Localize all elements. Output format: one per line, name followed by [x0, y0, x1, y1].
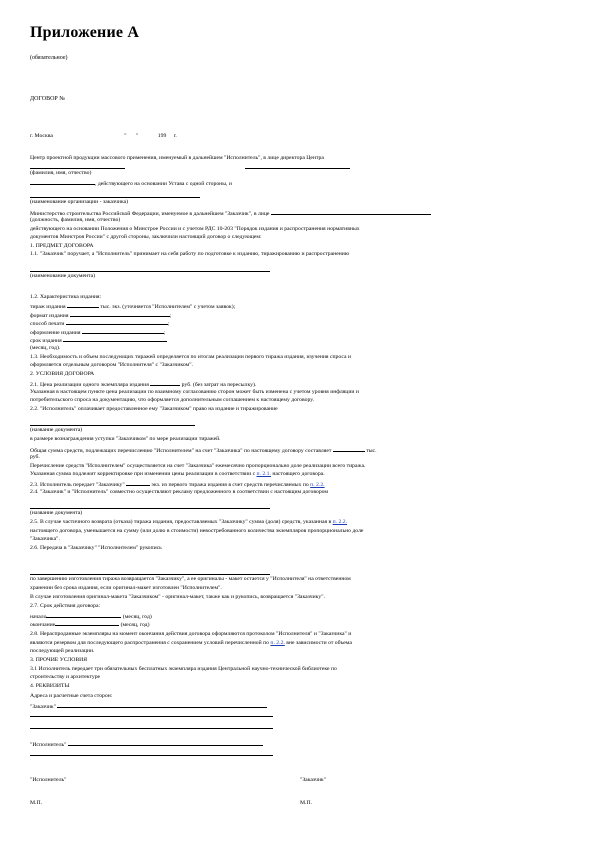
section-heading: 1. ПРЕДМЕТ ДОГОВОРА: [30, 243, 94, 249]
text-line: В случае изготовления оригинал-макета "Заказчиком" - оригинал-макет, также как и рукопись, возвращается "Заказчику".: [30, 594, 325, 600]
caption: (наименование документа): [30, 273, 96, 279]
caption: (название документа): [30, 427, 83, 433]
page-title: Приложение А: [30, 24, 140, 41]
blank-line: [245, 168, 350, 169]
blank-line: [30, 197, 200, 198]
section-heading: 4. РЕКВИЗИТЫ: [30, 683, 70, 689]
subtitle: (обязательное): [30, 55, 68, 61]
text-line: 1.1. "Заказчик" поручает, а "Исполнитель" принимает на себя работу по подготовке к изданию, тиражированию и распространению: [30, 251, 350, 257]
blank-line: [30, 716, 273, 717]
clause-link[interactable]: п. 2.2.: [332, 519, 348, 525]
quote-close: ": [136, 133, 139, 139]
text-line: хранении без срока издания, если оригинал-макет изготовлен "Исполнителем".: [30, 585, 222, 591]
text-line: последующей реализации.: [30, 648, 95, 654]
year: 199: [157, 133, 167, 139]
text-line: тираж издания тыс. экз. (уточняется "Исполнителем" с учетом заявок);: [30, 304, 236, 310]
text-line: строительству и архитектуре: [30, 674, 101, 680]
text-line: "Исполнитель": [30, 740, 263, 749]
caption: (наименование организации - заказчика): [30, 199, 129, 205]
text-line: 2.7. Срок действия договора:: [30, 603, 101, 609]
text-line: "Заказчик": [30, 702, 267, 711]
year-suffix: г.: [173, 133, 177, 139]
section-heading: 3. ПРОЧИЕ УСЛОВИЯ: [30, 657, 88, 663]
text-line: 2.2. "Исполнитель" оплачивает предоставленное ему "Заказчиком" право на издание и тиражирование: [30, 406, 278, 412]
text-line: в размере вознаграждения уступки "Заказчиком" по мере реализации тиражей.: [30, 436, 221, 442]
signature-executor: "Исполнитель": [30, 777, 67, 783]
blank-line: [30, 271, 270, 272]
contract-number: ДОГОВОР №: [30, 96, 65, 102]
text-line: Перечисление средств "Исполнителем" осуществляется на счет "Заказчика" ежемесячно пропорционально доле реализации всего тиража.: [30, 463, 366, 469]
caption: (фамилия, имя, отчество): [30, 170, 92, 176]
text-line: Центр проектной продукции массового применения, именуемый в дальнейшем "Исполнитель", в лице директора Центра: [30, 155, 324, 161]
text-line: 1.3. Необходимость и объем последующих тиражей определяется по итогам реализации первого тиража издания, изучения спроса и: [30, 354, 351, 360]
text-line: Указанная в настоящем пункте цена реализации по взаимному согласованию сторон может быть изменена с учетом уровня инфляции и: [30, 389, 359, 395]
signature-customer: "Заказчик": [300, 777, 327, 783]
text-line: (месяц, год).: [30, 345, 61, 351]
caption: (должность, фамилия, имя, отчество): [30, 217, 121, 223]
text-line: потребительского спроса на документацию, что оформляется дополнительным соглашением к настоящему договору.: [30, 397, 314, 403]
text-line: действующего на основании Положения о Минстрое России и с учетом РДС 10-203 "Порядок издания и распространения нормативных: [30, 226, 360, 232]
text-line: , действующего на основании Устава с одной стороны, и: [30, 179, 232, 188]
blank-line: [30, 508, 270, 509]
text-line: документов Минстроя России" с другой стороны, заключили настоящий договор о следующем:: [30, 234, 262, 240]
clause-link[interactable]: п. 2.1.: [256, 471, 271, 477]
text-line: Министерство строительства Российской Федерации, именуемое в дальнейшем "Заказчик", в лице: [30, 209, 431, 218]
blank-line: [30, 574, 270, 575]
text-line: 3.1 Исполнитель передает три обязательных бесплатных экземпляра издания Центральной научно-технической библиотеке по: [30, 666, 337, 672]
text-line: Общая сумма средств, подлежащих перечислению "Исполнителем" на счет "Заказчика" по настоящему договору составляет тыс.: [30, 448, 377, 454]
blank-line: [30, 728, 273, 729]
clause-link[interactable]: п. 2.2.: [310, 482, 325, 488]
text-line: 2.1. Цена реализации одного экземпляра издания руб. (без затрат на пересылку).: [30, 382, 257, 388]
text-line: по завершению изготовления тиража возвращается "Заказчику", а ее оригиналы - макет остается у "Исполнителя" на ответственном: [30, 576, 351, 582]
text-line: начало (месяц, год): [30, 614, 152, 620]
text-line: настоящего договора, уменьшается на сумму (или долю в стоимости) невостребованного количества экземпляров пропорционально доле: [30, 528, 364, 534]
text-line: срок издания: [30, 336, 167, 345]
blank-line: [30, 168, 125, 169]
text-line: 2.6. Передача в "Заказчику" "Исполнителем" рукопись: [30, 545, 162, 551]
blank-line: [30, 425, 195, 426]
city-date-line: [30, 133, 177, 140]
city: г. Москва: [30, 133, 53, 139]
text-line: оформляется отдельным договором "Исполнителя" с "Заказчиком".: [30, 362, 193, 368]
stamp-executor: М.П.: [30, 800, 43, 806]
section-heading: 2. УСЛОВИЯ ДОГОВОРА: [30, 371, 95, 377]
caption: (название документа): [30, 510, 83, 516]
text-line: 2.5. В случае частичного возврата (отказа) тиража издания, предоставляемых "Заказчику" сумма (доля) средств, указанная в п. 2.2.: [30, 519, 348, 525]
clause-link[interactable]: п. 2.2.: [270, 640, 285, 646]
text-line: способ печати ;: [30, 321, 170, 327]
text-line: являются резервом для последующего распространения с сохранением условий перечисленной по п. 2.2. вне зависимости от объема: [30, 640, 352, 646]
blank-line: [30, 755, 273, 756]
text-line: 2.4. "Заказчик" и "Исполнитель" совместно осуществляют рекламу предложенного в соответствии с настоящим договором: [30, 489, 329, 495]
stamp-customer: М.П.: [300, 800, 313, 806]
text-line: 2.8. Нераспроданные экземпляры на момент окончания действия договора оформляются протоколом "Исполнителя" и "Заказчика" и: [30, 631, 352, 637]
text-line: окончание (месяц, год): [30, 622, 150, 628]
text-line: Адреса и расчетные счета сторон:: [30, 693, 113, 699]
text-line: Указанная сумма подлежит корректировке при изменении цены реализации в соответствии с п. 2.1. настоящего договора.: [30, 471, 325, 477]
text-line: руб.: [30, 454, 40, 460]
text-line: 2.3. Исполнитель передает "Заказчику" экз. из первого тиража издания в счет средств перечисляемых по п. 2.2.: [30, 482, 325, 488]
text-line: формат издания ;: [30, 313, 172, 319]
text-line: "Заказчика".: [30, 536, 60, 542]
text-line: 1.2. Характеристика издания:: [30, 294, 102, 300]
quote-open: ": [124, 133, 127, 139]
text-line: оформление издания ;: [30, 330, 166, 336]
